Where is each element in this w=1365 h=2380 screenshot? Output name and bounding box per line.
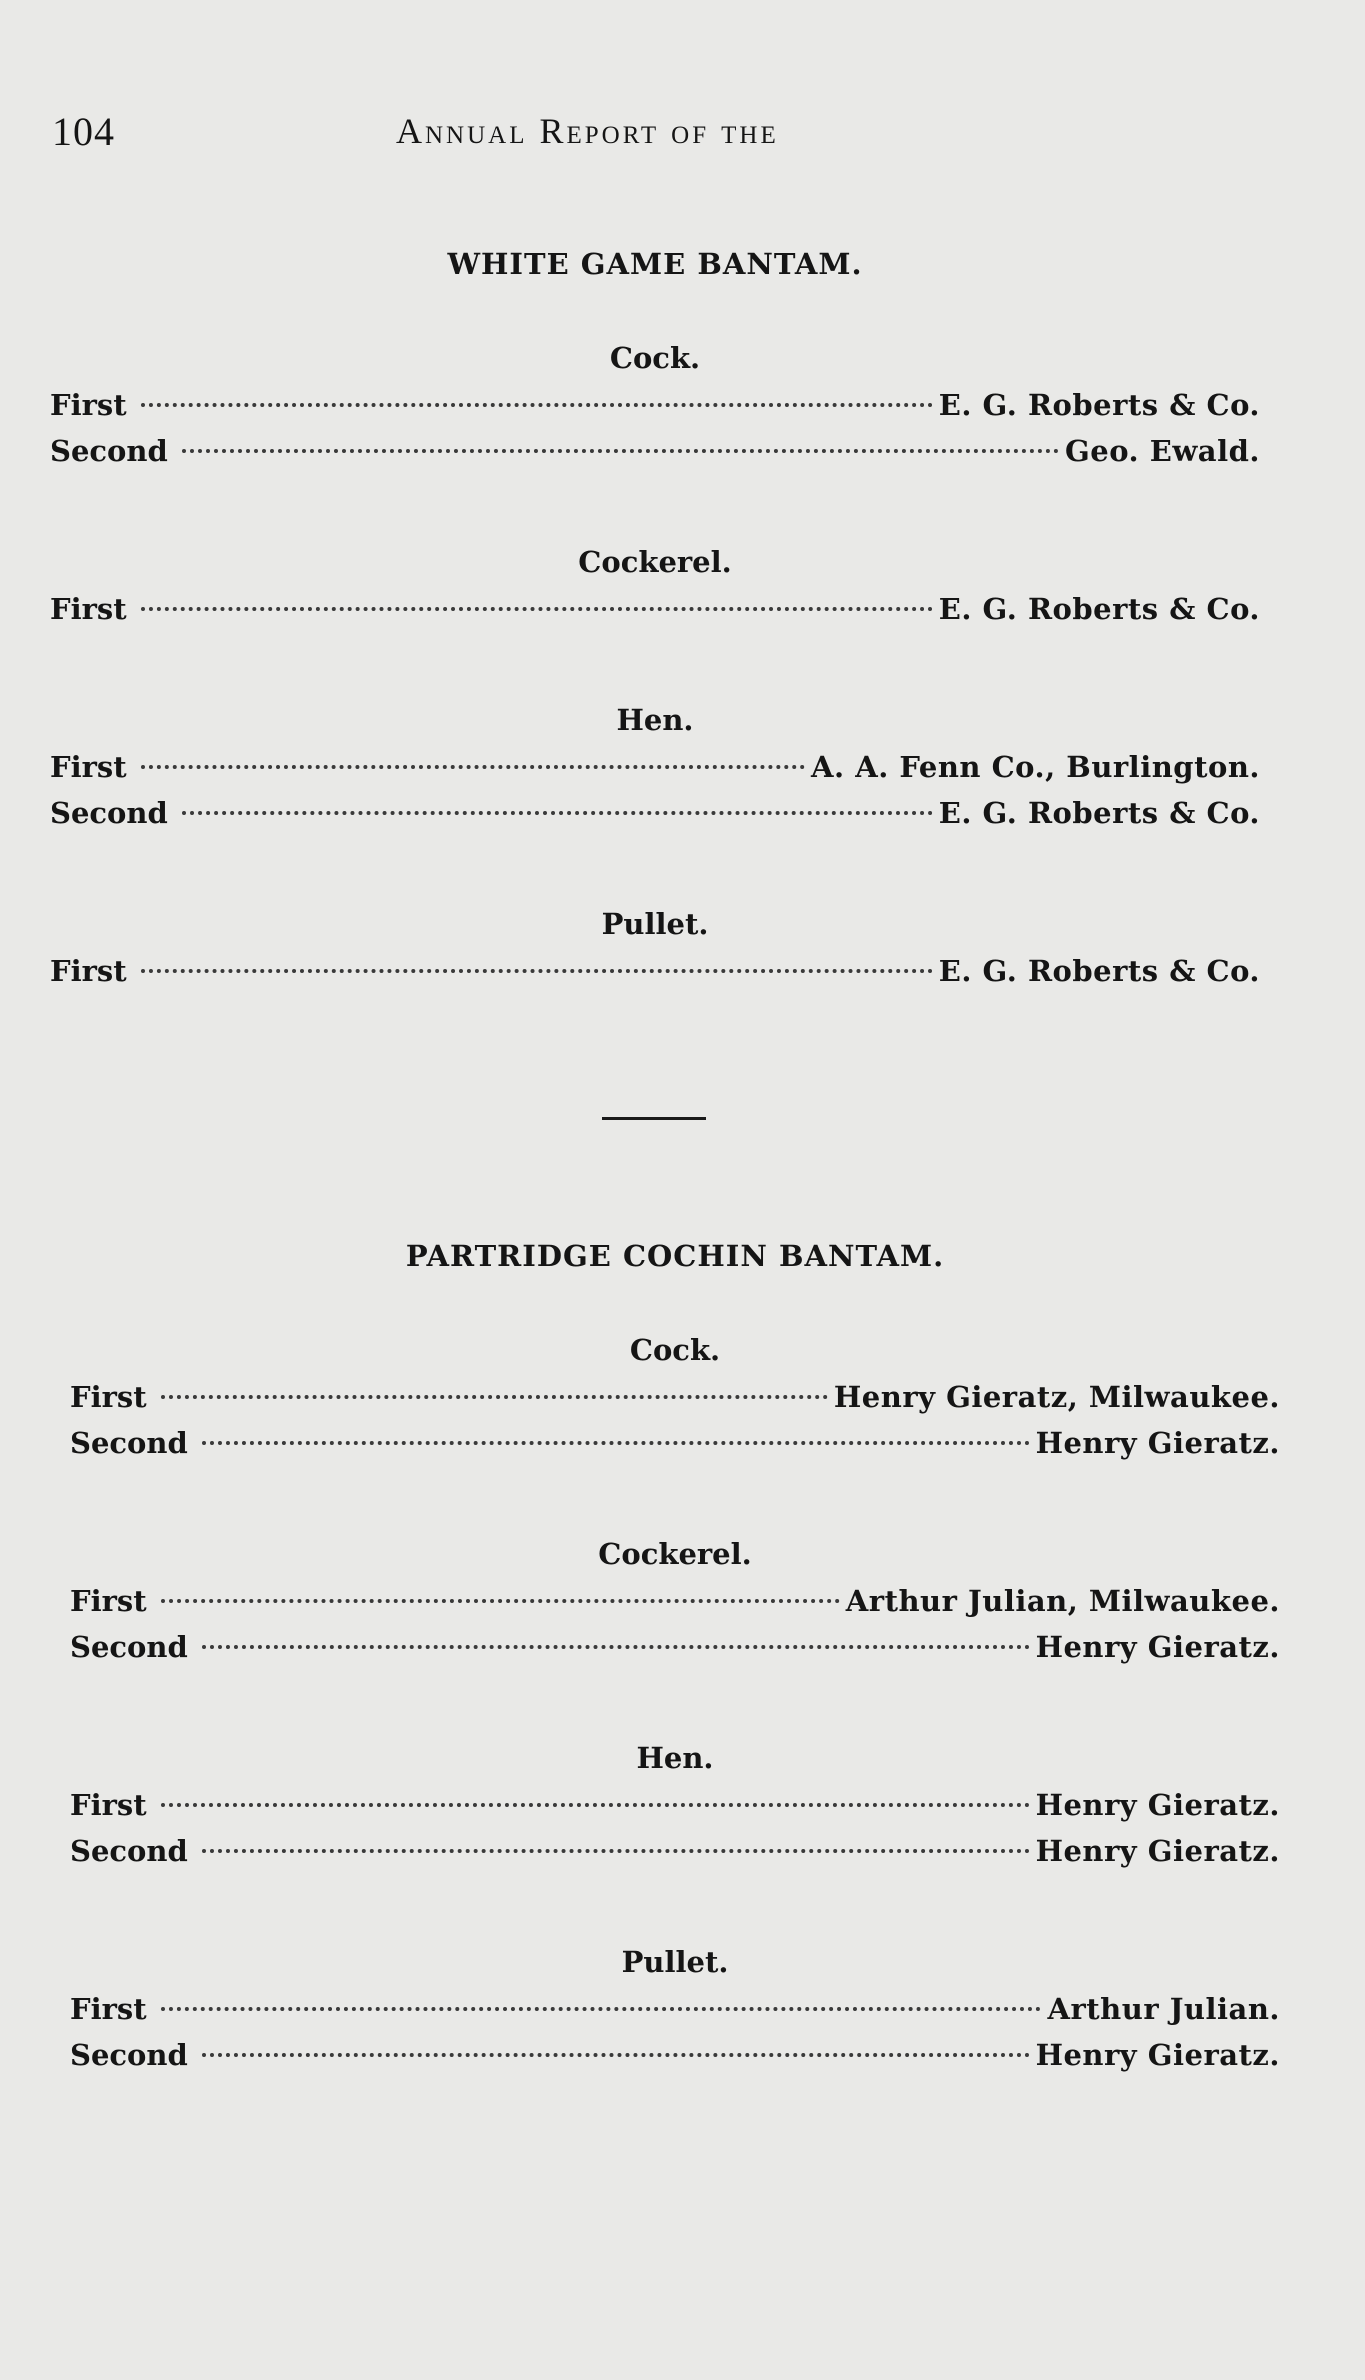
award-place: First bbox=[70, 1788, 147, 1822]
award-entry bbox=[70, 1578, 1280, 1624]
award-entry bbox=[70, 2032, 1280, 2078]
award-winner: E. G. Roberts & Co. bbox=[938, 796, 1260, 830]
class-group-cock bbox=[70, 1326, 1280, 1466]
dot-leader bbox=[161, 1395, 828, 1399]
award-place: First bbox=[70, 1380, 147, 1414]
award-winner: Arthur Julian, Milwaukee. bbox=[845, 1584, 1280, 1618]
section-divider bbox=[602, 1117, 706, 1120]
dot-leader bbox=[202, 2053, 1030, 2057]
award-winner: Henry Gieratz. bbox=[1035, 2038, 1280, 2072]
award-winner: E. G. Roberts & Co. bbox=[938, 954, 1260, 988]
award-entry bbox=[50, 382, 1260, 428]
class-group-cockerel bbox=[50, 538, 1260, 632]
class-group-pullet bbox=[50, 900, 1260, 994]
award-place: First bbox=[50, 388, 127, 422]
dot-leader bbox=[161, 1803, 1030, 1807]
award-entry bbox=[50, 948, 1260, 994]
section-title: PARTRIDGE COCHIN BANTAM. bbox=[405, 1239, 945, 1273]
award-entry bbox=[70, 1782, 1280, 1828]
award-winner: E. G. Roberts & Co. bbox=[938, 388, 1260, 422]
dot-leader bbox=[202, 1645, 1030, 1649]
dot-leader bbox=[141, 969, 933, 973]
award-winner: Henry Gieratz. bbox=[1035, 1426, 1280, 1460]
award-winner: A. A. Fenn Co., Burlington. bbox=[811, 750, 1260, 784]
class-title: Cockerel. bbox=[578, 545, 732, 579]
class-title: Hen. bbox=[636, 1741, 714, 1775]
section-white-game-bantam bbox=[50, 244, 1260, 994]
award-place: First bbox=[50, 954, 127, 988]
award-place: Second bbox=[70, 1630, 188, 1664]
dot-leader bbox=[141, 765, 805, 769]
award-entry bbox=[50, 428, 1260, 474]
award-place: Second bbox=[50, 434, 168, 468]
award-winner: Henry Gieratz. bbox=[1035, 1630, 1280, 1664]
award-place: First bbox=[70, 1584, 147, 1618]
award-entry bbox=[70, 1374, 1280, 1420]
award-winner: Henry Gieratz. bbox=[1035, 1834, 1280, 1868]
award-winner: E. G. Roberts & Co. bbox=[938, 592, 1260, 626]
award-place: First bbox=[50, 750, 127, 784]
class-group-cockerel bbox=[70, 1530, 1280, 1670]
award-place: Second bbox=[70, 1426, 188, 1460]
dot-leader bbox=[161, 1599, 840, 1603]
class-title: Pullet. bbox=[601, 907, 709, 941]
page-number: 104 bbox=[52, 109, 115, 154]
class-title: Pullet. bbox=[621, 1945, 729, 1979]
award-place: Second bbox=[70, 2038, 188, 2072]
class-title: Cockerel. bbox=[598, 1537, 752, 1571]
award-entry bbox=[50, 586, 1260, 632]
dot-leader bbox=[202, 1441, 1030, 1445]
award-entry bbox=[50, 790, 1260, 836]
running-head: Annual Report of the bbox=[396, 111, 779, 151]
award-place: First bbox=[70, 1992, 147, 2026]
award-entry bbox=[50, 744, 1260, 790]
dot-leader bbox=[161, 2007, 1042, 2011]
award-place: Second bbox=[70, 1834, 188, 1868]
dot-leader bbox=[202, 1849, 1030, 1853]
class-title: Hen. bbox=[616, 703, 694, 737]
section-title: WHITE GAME BANTAM. bbox=[447, 247, 863, 281]
class-group-pullet bbox=[70, 1938, 1280, 2078]
class-group-hen bbox=[70, 1734, 1280, 1874]
award-winner: Arthur Julian. bbox=[1047, 1992, 1280, 2026]
award-place: First bbox=[50, 592, 127, 626]
dot-leader bbox=[141, 607, 933, 611]
section-partridge-cochin-bantam bbox=[70, 1236, 1280, 2078]
award-entry bbox=[70, 1420, 1280, 1466]
award-place: Second bbox=[50, 796, 168, 830]
award-winner: Henry Gieratz, Milwaukee. bbox=[833, 1380, 1280, 1414]
dot-leader bbox=[182, 811, 933, 815]
award-winner: Geo. Ewald. bbox=[1065, 434, 1260, 468]
dot-leader bbox=[182, 449, 1059, 453]
class-group-cock bbox=[50, 334, 1260, 474]
page-header bbox=[52, 108, 1252, 158]
class-group-hen bbox=[50, 696, 1260, 836]
dot-leader bbox=[141, 403, 933, 407]
class-title: Cock. bbox=[629, 1333, 721, 1367]
award-entry bbox=[70, 1986, 1280, 2032]
award-entry bbox=[70, 1624, 1280, 1670]
class-title: Cock. bbox=[609, 341, 701, 375]
award-entry bbox=[70, 1828, 1280, 1874]
award-winner: Henry Gieratz. bbox=[1035, 1788, 1280, 1822]
